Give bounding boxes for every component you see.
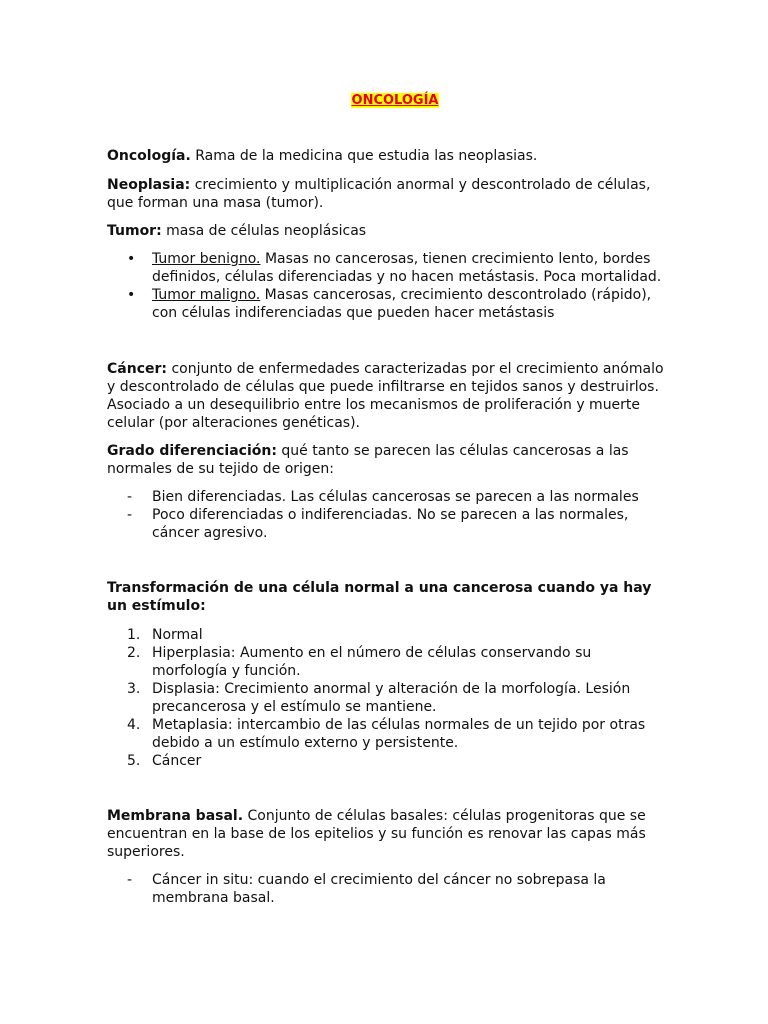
grado-list xyxy=(107,488,667,542)
bullet-mark: • xyxy=(127,251,136,267)
term-oncologia: Oncología. xyxy=(107,148,191,164)
list-item-text: Cáncer xyxy=(152,753,202,769)
term-tumor-maligno: Tumor maligno. xyxy=(152,287,261,303)
definition-tumor-benigno: Masas no cancerosas, tienen crecimiento lento, bordes definidos, células diferenciadas y no hacen metástasis. Poca mortalidad. xyxy=(152,251,662,285)
definition-neoplasia: crecimiento y multiplicación anormal y descontrolado de células, que forman una masa (tumor). xyxy=(107,177,651,211)
tumor-types-list xyxy=(107,250,667,322)
definition-tumor: masa de células neoplásicas xyxy=(161,223,367,239)
number-mark: 1. xyxy=(127,627,141,643)
list-item xyxy=(107,680,667,716)
list-item xyxy=(107,752,667,770)
term-neoplasia: Neoplasia: xyxy=(107,177,191,193)
list-item xyxy=(107,250,667,286)
list-item xyxy=(107,286,667,322)
paragraph-neoplasia xyxy=(107,176,667,212)
number-mark: 5. xyxy=(127,753,141,769)
dash-mark: - xyxy=(127,872,133,888)
definition-grado: qué tanto se parecen las células cancerosas a las normales de su tejido de origen: xyxy=(107,443,629,477)
list-item-text: Normal xyxy=(152,627,203,643)
paragraph-tumor xyxy=(107,222,667,240)
dash-mark: - xyxy=(127,507,133,523)
list-item xyxy=(107,488,667,506)
list-item xyxy=(107,506,667,542)
definition-cancer: conjunto de enfermedades caracterizadas por el crecimiento anómalo y descontrolado de células que puede infiltrarse en tejidos sanos y destruirlos. Asociado a un desequilibrio entre los mecanismos de proliferación y muerte celular (por alteraciones genéticas). xyxy=(107,361,664,431)
number-mark: 3. xyxy=(127,681,141,697)
term-tumor-benigno: Tumor benigno. xyxy=(152,251,261,267)
membrana-list xyxy=(107,871,667,907)
heading-transformacion: Transformación de una célula normal a una cancerosa cuando ya hay un estímulo: xyxy=(107,580,652,614)
list-item-text: Cáncer in situ: cuando el crecimiento del cáncer no sobrepasa la membrana basal. xyxy=(152,872,606,906)
list-item-text: Bien diferenciadas. Las células cancerosas se parecen a las normales xyxy=(152,489,639,505)
term-cancer: Cáncer: xyxy=(107,361,167,377)
list-item-text: Displasia: Crecimiento anormal y alteración de la morfología. Lesión precancerosa y el estímulo se mantiene. xyxy=(152,681,631,715)
term-membrana: Membrana basal. xyxy=(107,808,244,824)
paragraph-cancer xyxy=(107,360,667,432)
paragraph-oncologia xyxy=(107,147,667,165)
transformacion-list xyxy=(107,626,667,770)
term-grado: Grado diferenciación: xyxy=(107,443,277,459)
list-item-text: Poco diferenciadas o indiferenciadas. No se parecen a las normales, cáncer agresivo. xyxy=(152,507,629,541)
definition-tumor-maligno: Masas cancerosas, crecimiento descontrolado (rápido), con células indiferenciadas que pueden hacer metástasis xyxy=(152,287,652,321)
list-item-text: Hiperplasia: Aumento en el número de células conservando su morfología y función. xyxy=(152,645,592,679)
list-item xyxy=(107,871,667,907)
list-item xyxy=(107,716,667,752)
paragraph-membrana xyxy=(107,807,667,861)
dash-mark: - xyxy=(127,489,133,505)
definition-membrana: Conjunto de células basales: células progenitoras que se encuentran en la base de los epitelios y su función es renovar las capas más superiores. xyxy=(107,808,646,860)
list-item xyxy=(107,644,667,680)
term-tumor: Tumor: xyxy=(107,223,162,239)
paragraph-grado xyxy=(107,442,667,478)
list-item xyxy=(107,626,667,644)
list-item-text: Metaplasia: intercambio de las células normales de un tejido por otras debido a un estímulo externo y persistente. xyxy=(152,717,646,751)
document-title xyxy=(107,91,683,110)
document-title-text: ONCOLOGÍA xyxy=(351,93,439,108)
number-mark: 2. xyxy=(127,645,141,661)
number-mark: 4. xyxy=(127,717,141,733)
definition-oncologia: Rama de la medicina que estudia las neoplasias. xyxy=(190,148,538,164)
bullet-mark: • xyxy=(127,287,136,303)
